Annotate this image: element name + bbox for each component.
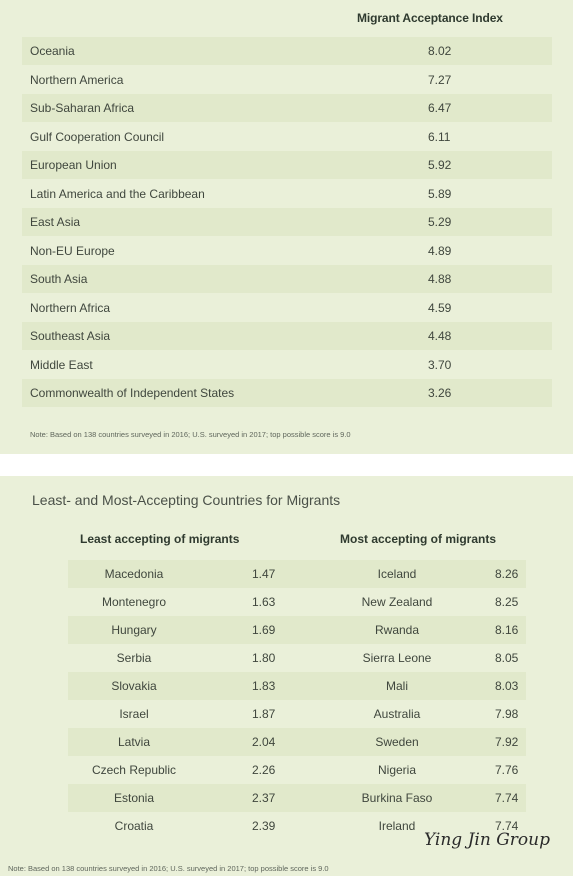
most-value: 8.26 [495,567,519,581]
least-country: Croatia [114,819,154,833]
least-value: 2.37 [252,791,276,805]
index-value: 8.02 [428,44,452,58]
table-row [22,208,552,236]
least-country: Latvia [117,735,151,749]
table-row [68,588,526,616]
most-country: New Zealand [361,595,433,609]
index-value: 3.26 [428,386,452,400]
most-country: Australia [373,707,421,721]
region-name: European Union [30,158,117,172]
least-value: 1.83 [252,679,276,693]
least-country: Hungary [111,623,157,637]
least-country: Israel [119,707,149,721]
most-value: 8.16 [495,623,519,637]
table-row [22,94,552,122]
table-row [22,151,552,179]
table-row [22,265,552,293]
table-row [22,66,552,94]
least-country: Macedonia [104,567,164,581]
least-value: 2.04 [252,735,276,749]
table-row [68,728,526,756]
most-value: 7.92 [495,735,519,749]
countries-table [0,476,573,876]
most-value: 8.25 [495,595,519,609]
least-country: Slovakia [111,679,157,693]
least-country: Czech Republic [91,763,177,777]
index-value: 5.29 [428,215,452,229]
table-row [22,294,552,322]
region-name: Commonwealth of Independent States [30,386,235,400]
region-name: Southeast Asia [30,329,111,343]
table-row [22,123,552,151]
index-value: 6.47 [428,101,452,115]
most-country: Nigeria [377,763,416,777]
least-country: Serbia [116,651,152,665]
table-row [22,351,552,379]
index-value: 5.89 [428,186,452,201]
watermark-signature: Ying Jin Group [424,830,550,850]
table-row [22,37,552,65]
most-country: Sierra Leone [362,651,432,665]
index-value: 4.48 [428,329,452,343]
table-row [68,672,526,700]
region-name: Non-EU Europe [30,243,115,258]
index-value: 4.89 [428,243,452,258]
most-country: Ireland [378,819,416,833]
region-name: East Asia [30,215,81,229]
table2-note: Note: Based on 138 countries surveyed in 2016; U.S. surveyed in 2017; top possible score is 9.0 [8,864,329,873]
least-value: 1.80 [252,651,276,665]
table-row [22,180,552,208]
region-name: South Asia [30,272,88,286]
least-value: 1.87 [252,707,276,721]
region-name: Gulf Cooperation Council [30,129,165,144]
table-row [68,560,526,588]
most-value: 7.74 [495,791,519,805]
index-column-header: Migrant Acceptance Index [357,11,503,25]
most-value: 7.76 [495,763,519,777]
most-country: Burkina Faso [361,791,433,805]
table2-title: Least- and Most-Accepting Countries for Migrants [32,492,341,508]
least-value: 1.69 [252,623,276,637]
most-value: 8.03 [495,679,519,693]
table-row [68,644,526,672]
most-country: Sweden [375,735,419,749]
most-country: Iceland [377,567,417,581]
least-value: 1.63 [252,595,276,609]
region-name: Latin America and the Caribbean [30,186,205,201]
region-name: Northern America [30,72,124,87]
region-name: Oceania [30,44,75,58]
most-value: 7.74 [495,819,519,833]
index-value: 5.92 [428,158,452,172]
most-country: Rwanda [374,623,420,637]
most-country: Mali [385,679,408,693]
region-name: Middle East [30,357,93,372]
table-row [68,700,526,728]
table-row [22,322,552,350]
table-row [22,379,552,407]
most-value: 8.05 [495,651,519,665]
table-row [68,784,526,812]
least-country: Montenegro [101,595,167,609]
least-value: 2.26 [252,763,276,777]
table-row [22,237,552,265]
least-value: 2.39 [252,819,276,833]
region-name: Sub-Saharan Africa [30,101,135,115]
most-accepting-header: Most accepting of migrants [340,532,497,546]
region-name: Northern Africa [30,300,111,315]
index-value: 7.27 [428,72,452,87]
index-value: 6.11 [428,129,451,144]
least-country: Estonia [113,791,155,805]
index-value: 4.88 [428,272,452,286]
table1-note: Note: Based on 138 countries surveyed in 2016; U.S. surveyed in 2017; top possible score is 9.0 [30,430,351,439]
table-row [68,756,526,784]
least-accepting-header: Least accepting of migrants [80,532,240,546]
most-value: 7.98 [495,707,519,721]
index-value: 3.70 [428,357,452,372]
table-row [68,616,526,644]
index-value: 4.59 [428,300,452,315]
least-value: 1.47 [252,567,276,581]
